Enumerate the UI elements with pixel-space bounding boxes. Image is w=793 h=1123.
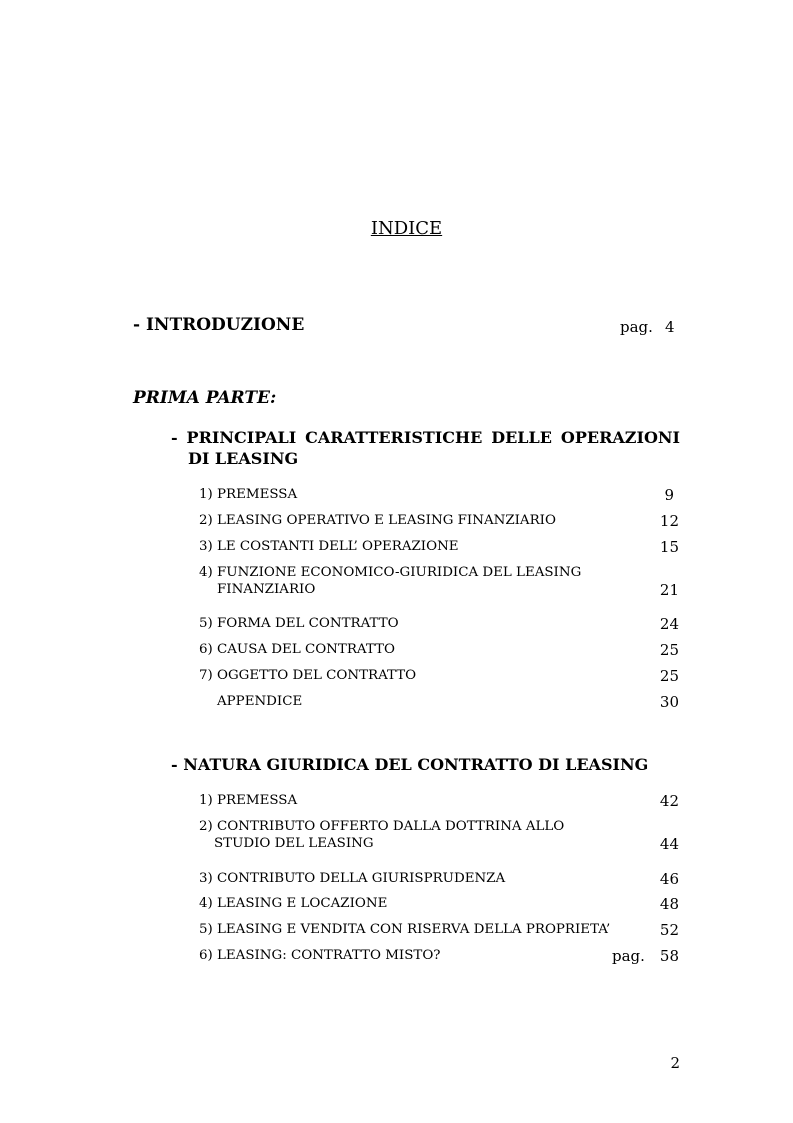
toc-entry-continuation: STUDIO DEL LEASING [214, 836, 374, 851]
toc-intro-page: 4 [665, 318, 675, 336]
toc-entry-page: 30 [659, 693, 679, 711]
page-number: 2 [670, 1054, 680, 1072]
toc-entry: 6) CAUSA DEL CONTRATTO [199, 642, 395, 657]
section2-heading: - NATURA GIURIDICA DEL CONTRATTO DI LEASING [171, 755, 649, 774]
toc-entry-page: 58 [659, 947, 679, 965]
toc-entry: 1) PREMESSA [199, 487, 298, 502]
section1-word: PRINCIPALI [186, 428, 297, 447]
toc-entry-page: 48 [659, 895, 679, 913]
toc-entry: APPENDICE [217, 694, 303, 709]
toc-entry: 2) LEASING OPERATIVO E LEASING FINANZIARIO [199, 513, 556, 528]
toc-entry: 4) LEASING E LOCAZIONE [199, 896, 388, 911]
toc-entry-page: 25 [659, 667, 679, 685]
toc-intro-pag: pag. [620, 318, 653, 336]
toc-entry-page: 15 [659, 538, 679, 556]
section1-heading [171, 427, 680, 469]
toc-entry: 7) OGGETTO DEL CONTRATTO [199, 668, 417, 683]
section1-word: OPERAZIONI [560, 428, 680, 447]
toc-entry: 5) LEASING E VENDITA CON RISERVA DELLA PROPRIETA’ [199, 922, 611, 937]
section1-word: DELLE [491, 428, 552, 447]
section1-line2: DI LEASING [188, 449, 299, 468]
toc-entry: 3) LE COSTANTI DELL’ OPERAZIONE [199, 539, 459, 554]
part-heading: PRIMA PARTE: [133, 388, 277, 408]
page-title: INDICE [370, 218, 443, 239]
toc-entry-page: 46 [659, 870, 679, 888]
toc-entry: 4) FUNZIONE ECONOMICO-GIURIDICA DEL LEASING [199, 565, 582, 580]
toc-entry-page: 52 [659, 921, 679, 939]
toc-entry-page: 9 [664, 486, 674, 504]
toc-entry-continuation: FINANZIARIO [217, 582, 316, 597]
toc-entry-page: 21 [659, 581, 679, 599]
section1-word: CARATTERISTICHE [305, 428, 483, 447]
toc-entry: 6) LEASING: CONTRATTO MISTO? [199, 948, 441, 963]
toc-intro-label: - INTRODUZIONE [133, 315, 305, 335]
toc-entry: 2) CONTRIBUTO OFFERTO DALLA DOTTRINA ALLO [199, 819, 565, 834]
toc-entry-pag: pag. [612, 947, 645, 965]
toc-entry: 5) FORMA DEL CONTRATTO [199, 616, 399, 631]
toc-entry: 1) PREMESSA [199, 793, 298, 808]
toc-entry-page: 42 [659, 792, 679, 810]
toc-entry-page: 24 [659, 615, 679, 633]
toc-entry-page: 25 [659, 641, 679, 659]
toc-entry: 3) CONTRIBUTO DELLA GIURISPRUDENZA [199, 871, 506, 886]
toc-entry-page: 44 [659, 835, 679, 853]
toc-entry-page: 12 [659, 512, 679, 530]
section1-dash: - [171, 428, 178, 447]
